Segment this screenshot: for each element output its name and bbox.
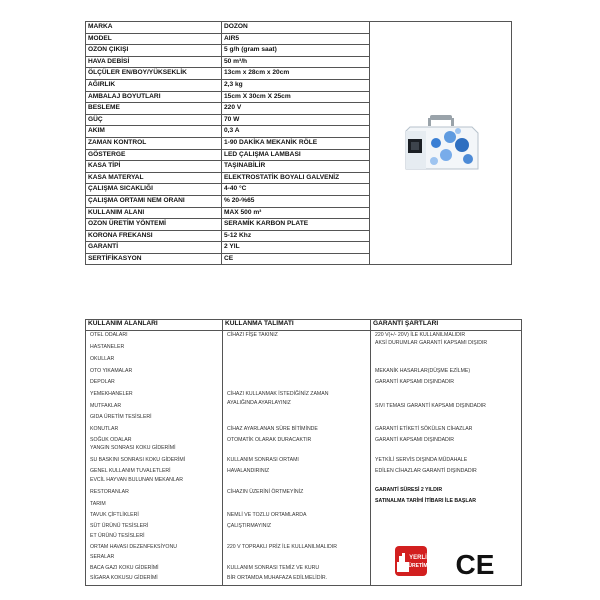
usage-area-item: KONUTLAR	[90, 426, 119, 432]
warranty-item: AKSİ DURUMLAR GARANTİ KAPSAMI DIŞIDIR	[375, 340, 488, 346]
spec-label: GÖSTERGE	[86, 149, 222, 161]
spec-label: BESLEME	[86, 103, 222, 115]
spec-value: 13cm x 28cm x 20cm	[222, 68, 370, 80]
spec-row	[86, 22, 512, 34]
usage-area-item: TARIM	[90, 501, 106, 507]
warranty-item: GARANTİ ETİKETİ SÖKÜLEN CİHAZLAR	[375, 426, 473, 432]
spec-value: LED ÇALIŞMA LAMBASI	[222, 149, 370, 161]
warranty-item: SATINALMA TARİHİ İTİBARI İLE BAŞLAR	[375, 498, 477, 504]
product-image-cell	[370, 22, 512, 265]
instruction-item: NEMLİ VE TOZLU ORTAMLARDA	[227, 512, 307, 518]
spec-label: KULLANIM ALANI	[86, 207, 222, 219]
spec-value: 220 V	[222, 103, 370, 115]
spec-value: 50 m³/h	[222, 56, 370, 68]
spec-value: ELEKTROSTATİK BOYALI GALVENİZ	[222, 172, 370, 184]
spec-label: KASA MATERYAL	[86, 172, 222, 184]
usage-area-item: SERALAR	[90, 554, 115, 560]
spec-value: CE	[222, 253, 370, 265]
certification-badges	[393, 542, 513, 582]
usage-area-item: RESTORANLAR	[90, 489, 129, 495]
usage-area-item: OKULLAR	[90, 356, 115, 362]
usage-areas-list	[88, 332, 220, 584]
info-table	[85, 319, 522, 586]
usage-area-item: SÜT ÜRÜNÜ TESİSLERİ	[90, 523, 149, 529]
usage-area-item: BACA GAZI KOKU GİDERİMİ	[90, 565, 159, 571]
spec-value: SERAMİK KARBON PLATE	[222, 219, 370, 231]
instruction-item: OTOMATİK OLARAK DURACAKTIR	[227, 437, 312, 443]
spec-value: 70 W	[222, 114, 370, 126]
instruction-item: 220 V TOPRAKLI PRİZ İLE KULLANILMALIDIR	[227, 544, 337, 550]
spec-value: 2,3 kg	[222, 79, 370, 91]
spec-label: GARANTİ	[86, 242, 222, 254]
spec-label: AMBALAJ BOYUTLARI	[86, 91, 222, 103]
spec-label: ZAMAN KONTROL	[86, 137, 222, 149]
usage-area-item: SİGARA KOKUSU GİDERİMİ	[90, 575, 158, 581]
usage-areas-header: KULLANIM ALANLARI	[86, 320, 223, 331]
spec-label: ÇALIŞMA ORTAMI NEM ORANI	[86, 195, 222, 207]
spec-value: 1-90 DAKİKA MEKANİK RÖLE	[222, 137, 370, 149]
spec-label: OZON ÜRETİM YÖNTEMİ	[86, 219, 222, 231]
spec-table	[85, 21, 512, 265]
ozone-generator-image	[398, 113, 484, 173]
usage-area-item: DEPOLAR	[90, 379, 115, 385]
usage-area-item: SU BASKINI SONRASI KOKU GİDERİMİ	[90, 457, 186, 463]
warranty-item: SIVI TEMASI GARANTİ KAPSAMI DIŞINDADIR	[375, 403, 486, 409]
spec-value: 5 g/h (gram saat)	[222, 45, 370, 57]
usage-area-item: GIDA ÜRETİM TESİSLERİ	[90, 414, 152, 420]
spec-label: AKIM	[86, 126, 222, 138]
warranty-item: 220 V(+/- 20V) İLE KULLANILMALIDIR	[375, 332, 466, 338]
ce-mark: CE	[455, 549, 495, 580]
usage-area-item: ET ÜRÜNÜ TESİSLERİ	[90, 533, 145, 539]
usage-area-item: HASTANELER	[90, 344, 125, 350]
warranty-item: EDİLEN CİHAZLAR GARANTİ DIŞINDADIR	[375, 468, 477, 474]
uretim-text: ÜRETİM	[408, 563, 428, 569]
instruction-item: BİR ORTAMDA MUHAFAZA EDİLMELİDİR.	[227, 575, 328, 581]
instruction-item: CİHAZI FİŞE TAKINIZ	[227, 332, 278, 338]
usage-area-item: TAVUK ÇİFTLİKLERİ	[90, 512, 139, 518]
spec-label: KASA TİPİ	[86, 161, 222, 173]
spec-value: 15cm X 30cm X 25cm	[222, 91, 370, 103]
spec-label: HAVA DEBİSİ	[86, 56, 222, 68]
spec-label: MODEL	[86, 33, 222, 45]
usage-instructions-list	[225, 332, 368, 584]
yerli-text: YERLİ	[409, 555, 427, 561]
spec-value: 2 YIL	[222, 242, 370, 254]
spec-label: AĞIRLIK	[86, 79, 222, 91]
spec-label: GÜÇ	[86, 114, 222, 126]
instruction-item: ÇALIŞTIRMAYINIZ	[227, 523, 272, 529]
spec-value: DOZON	[222, 22, 370, 34]
instruction-item: KULLANIM SONRASI ORTAMI	[227, 457, 299, 463]
spec-label: MARKA	[86, 22, 222, 34]
instruction-item: KULLANIM SONRASI TEMİZ VE KURU	[227, 565, 320, 571]
spec-value: 5-12 Khz	[222, 230, 370, 242]
spec-label: OZON ÇIKIŞI	[86, 45, 222, 57]
spec-value: 0,3 A	[222, 126, 370, 138]
spec-label: KORONA FREKANSI	[86, 230, 222, 242]
warranty-terms-header: GARANTİ ŞARTLARI	[371, 320, 522, 331]
spec-sheet	[85, 21, 514, 581]
usage-area-item: OTEL ODALARI	[90, 332, 128, 338]
usage-area-item: YANGIN SONRASI KOKU GİDERİMİ	[90, 445, 176, 451]
usage-area-item: SOĞUK ODALAR	[90, 437, 132, 443]
warranty-terms-list	[373, 332, 519, 584]
usage-area-item: ORTAM HAVASI DEZENFEKSİYONU	[90, 544, 177, 550]
spec-label: ÖLÇÜLER EN/BOY/YÜKSEKLİK	[86, 68, 222, 80]
instruction-item: CİHAZI KULLANMAK İSTEDİĞİNİZ ZAMAN	[227, 391, 329, 397]
spec-label: SERTİFİKASYON	[86, 253, 222, 265]
spec-value: 4-40 °C	[222, 184, 370, 196]
instruction-item: AYALIĞINDA AYARLAYINIZ	[227, 400, 291, 406]
yerli-uretim-logo	[395, 546, 428, 576]
warranty-item: GARANTİ KAPSAMI DIŞINDADIR	[375, 437, 454, 443]
warranty-item: GARANTİ KAPSAMI DIŞINDADIR	[375, 379, 454, 385]
spec-value: AIR5	[222, 33, 370, 45]
instruction-item: HAVALANDIRINIZ	[227, 468, 270, 474]
usage-area-item: YEMEKHANELER	[90, 391, 133, 397]
usage-instructions-header: KULLANMA TALİMATI	[223, 320, 371, 331]
instruction-item: CİHAZ AYARLANAN SÜRE BİTİMİNDE	[227, 426, 318, 432]
instruction-item: CİHAZIN ÜZERİNİ ÖRTMEYİNİZ	[227, 489, 304, 495]
spec-value: TAŞINABİLİR	[222, 161, 370, 173]
spec-value: % 20-%65	[222, 195, 370, 207]
usage-area-item: EVCİL HAYVAN BULUNAN MEKANLAR	[90, 477, 184, 483]
usage-area-item: GENEL KULLANIM TUVALETLERİ	[90, 468, 171, 474]
usage-area-item: MUTFAKLAR	[90, 403, 122, 409]
warranty-item: MEKANİK HASARLAR(DÜŞME EZİLME)	[375, 368, 471, 374]
warranty-item: YETKİLİ SERVİS DIŞINDA MÜDAHALE	[375, 457, 468, 463]
warranty-item: GARANTİ SÜRESİ 2 YILDIR	[375, 487, 443, 493]
usage-area-item: OTO YIKAMALAR	[90, 368, 133, 374]
spec-value: MAX 500 m³	[222, 207, 370, 219]
spec-label: ÇALIŞMA SICAKLIĞI	[86, 184, 222, 196]
